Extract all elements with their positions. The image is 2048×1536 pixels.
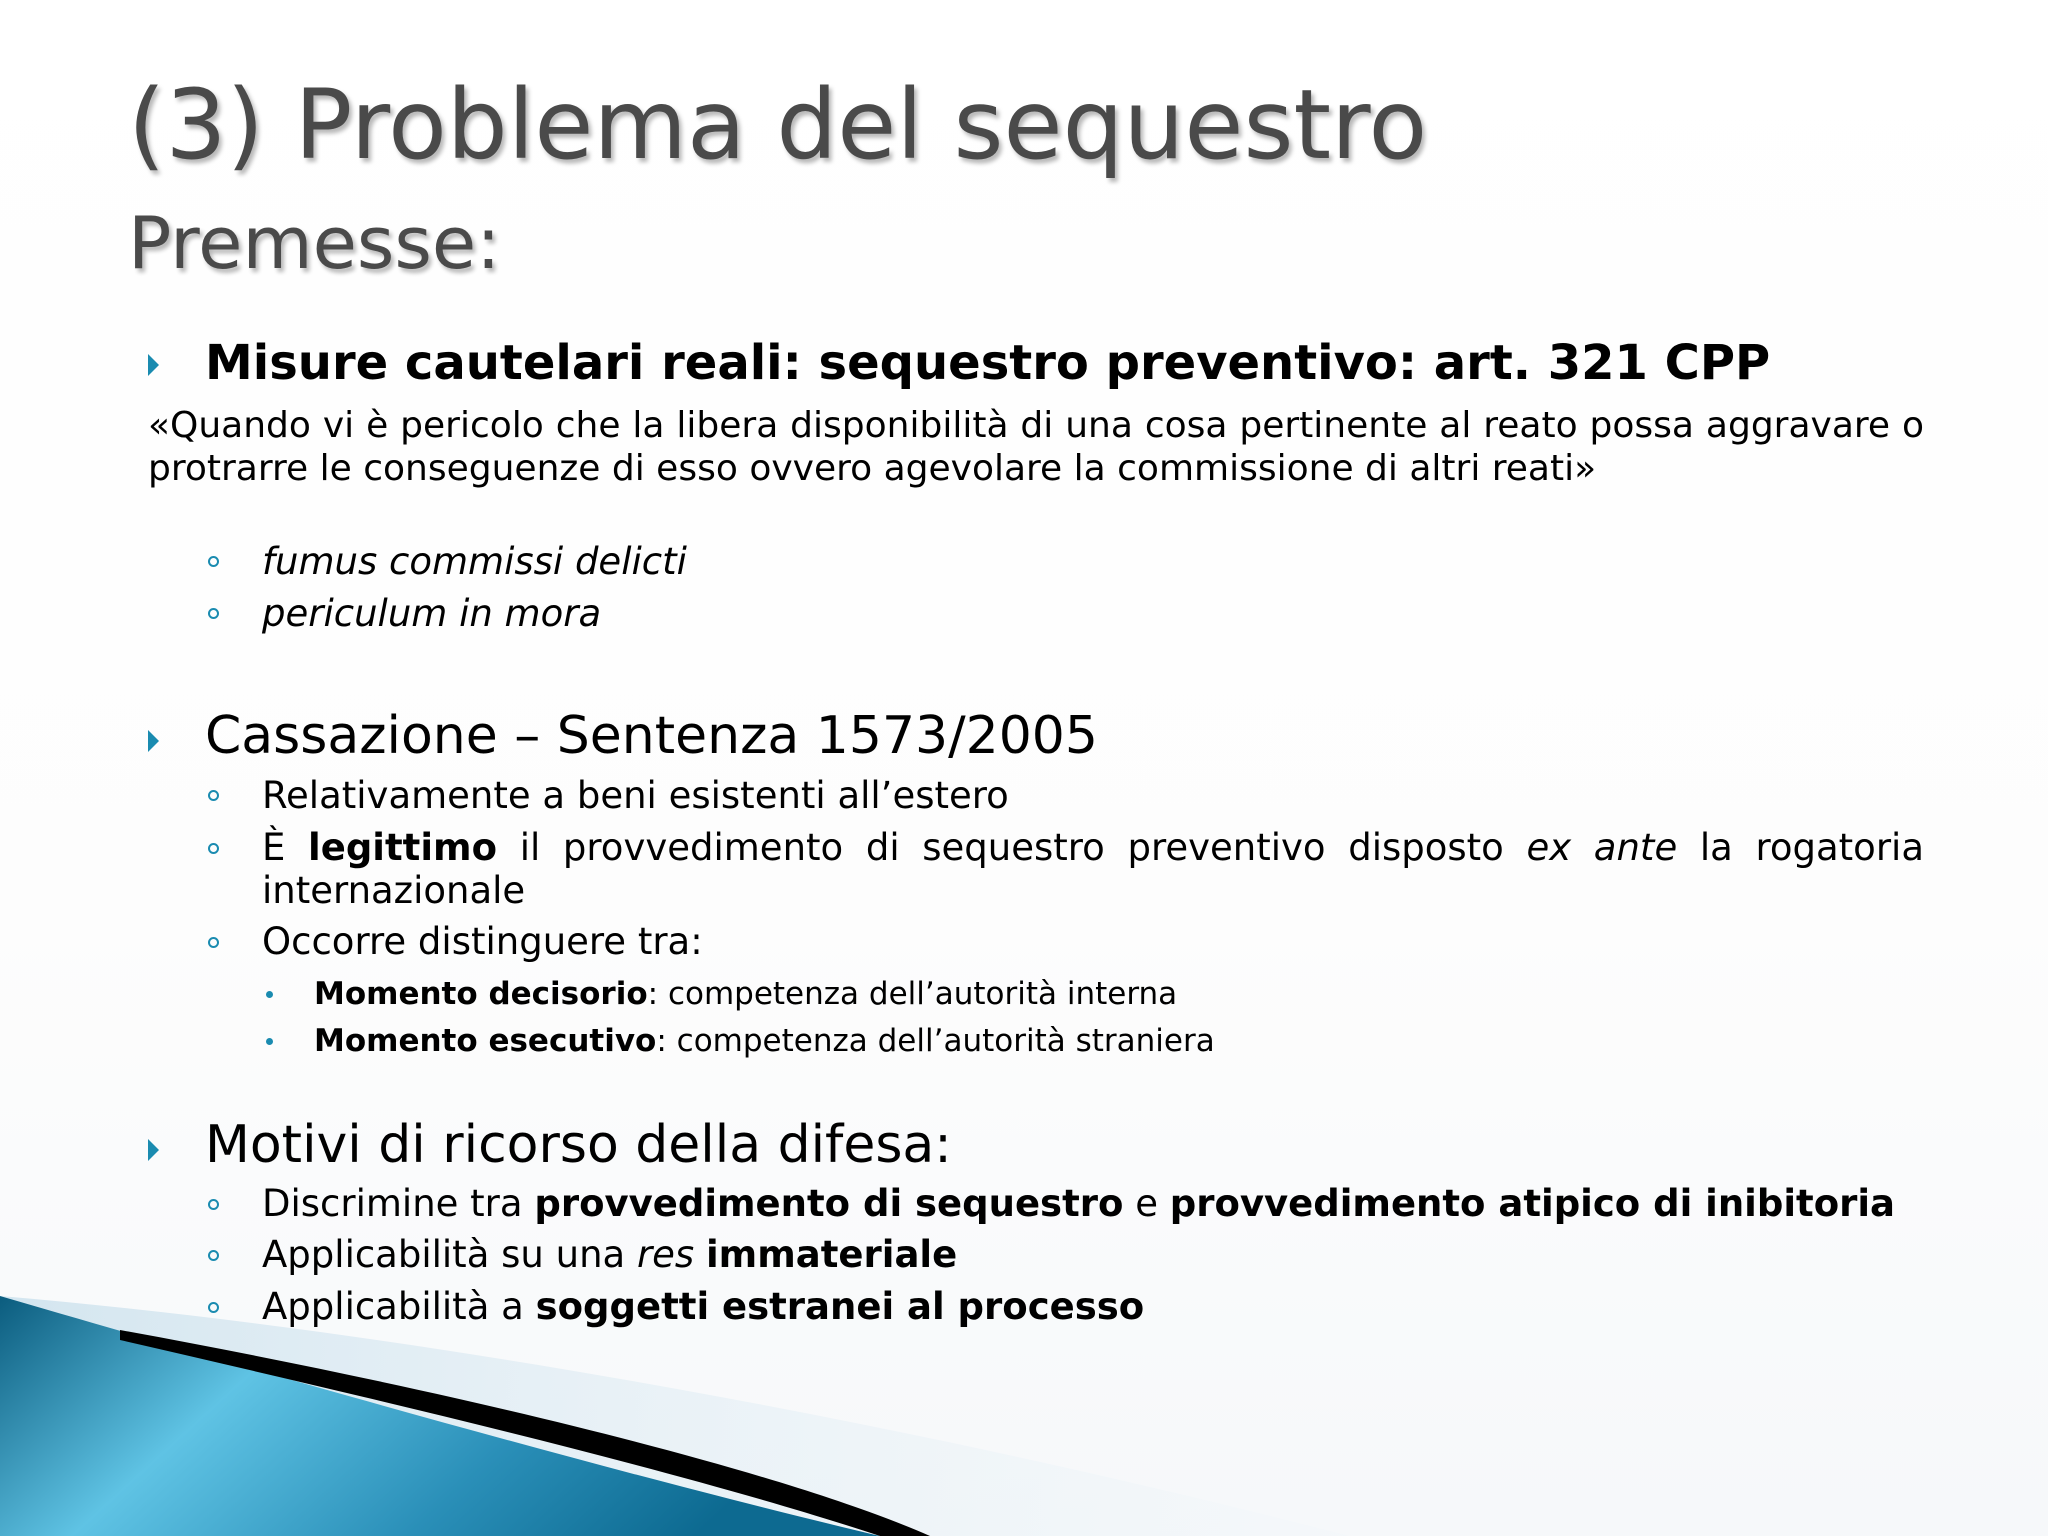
text-segment-bold: Momento esecutivo [314,1023,657,1059]
list-item: fumus commissi delicti [262,540,687,583]
text-segment: È [262,826,309,869]
text-segment: la rogatoria internazionale [262,826,1924,912]
list-item: periculum in mora [262,592,602,635]
section3-heading: Motivi di ricorso della difesa: [205,1115,952,1175]
circle-bullet-icon [208,1302,219,1313]
section1-quote: «Quando vi è pericolo che la libera disponibilità di una cosa pertinente al reato possa aggravare o protrarre le conseguenze di esso ovvero agevolare la commissione di altri reati» [148,405,1924,489]
circle-bullet-icon [208,843,219,854]
list-item [262,826,1924,912]
text-segment: Discrimine tra [262,1182,535,1225]
text-segment-bold: Momento decisorio [314,976,648,1012]
page-subtitle: Premesse: [128,201,501,285]
text-segment: : competenza dell’autorità straniera [656,1023,1215,1059]
text-segment-bold: provvedimento di sequestro [534,1182,1124,1225]
list-item [262,1182,1895,1225]
circle-bullet-icon [208,937,219,948]
circle-bullet-icon [208,608,219,619]
text-segment: il provvedimento di sequestro preventivo disposto [497,826,1527,869]
text-segment: Applicabilità su una [262,1233,637,1276]
triangle-bullet-icon [148,730,159,752]
text-segment-bold: provvedimento atipico di inibitoria [1169,1182,1896,1225]
circle-bullet-icon [208,556,219,567]
circle-bullet-icon [208,1250,219,1261]
circle-bullet-icon [208,790,219,801]
list-item [262,1233,957,1276]
text-segment-italic: res [636,1233,695,1276]
list-item: Occorre distinguere tra: [262,920,703,963]
text-segment: Applicabilità a [262,1285,536,1328]
triangle-bullet-icon [148,354,159,376]
triangle-bullet-icon [148,1139,159,1161]
text-segment-italic: ex ante [1526,826,1678,869]
text-segment-bold: soggetti estranei al processo [535,1285,1145,1328]
page-title: (3) Problema del sequestro [128,69,1428,181]
text-segment: : competenza dell’autorità interna [647,976,1178,1012]
sub-list-item [314,1021,1215,1061]
sub-list-item [314,974,1177,1014]
text-segment-bold: legittimo [308,826,498,869]
circle-bullet-icon [208,1199,219,1210]
section2-heading: Cassazione – Sentenza 1573/2005 [205,706,1098,766]
dot-bullet-icon [266,991,273,998]
list-item: Relativamente a beni esistenti all’estero [262,774,1009,817]
text-segment [694,1233,706,1276]
list-item [262,1285,1144,1328]
text-segment: e [1123,1182,1170,1225]
section1-heading: Misure cautelari reali: sequestro preventivo: art. 321 CPP [205,335,1771,391]
dot-bullet-icon [266,1038,273,1045]
text-segment-bold: immateriale [705,1233,958,1276]
